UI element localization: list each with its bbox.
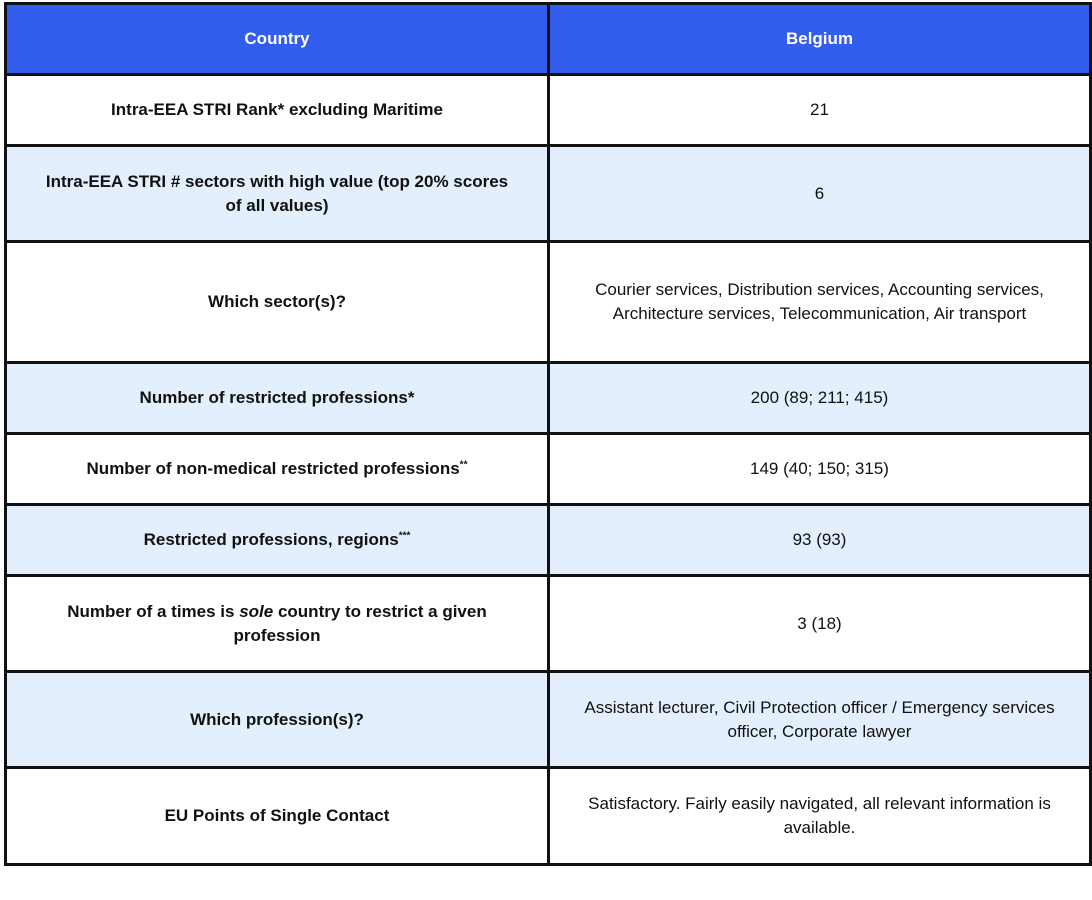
row-value-stri-rank: 21	[549, 75, 1091, 146]
row-label-high-value-sectors: Intra-EEA STRI # sectors with high value (top 20% scores of all values)	[6, 146, 549, 242]
row-value-high-value-sectors: 6	[549, 146, 1091, 242]
row-value-non-medical: 149 (40; 150; 315)	[549, 434, 1091, 505]
row-label-sole-emphasis: sole	[239, 601, 274, 621]
footnote-marker: **	[459, 459, 468, 471]
row-label-which-sectors: Which sector(s)?	[6, 242, 549, 363]
table-row	[6, 672, 1091, 768]
row-label-which-professions: Which profession(s)?	[6, 672, 549, 768]
stri-table	[4, 2, 1092, 866]
header-row	[6, 4, 1091, 75]
table-row	[6, 242, 1091, 363]
row-value-single-contact: Satisfactory. Fairly easily navigated, all relevant information is available.	[549, 768, 1091, 865]
row-label-single-contact: EU Points of Single Contact	[6, 768, 549, 865]
row-label-regions	[6, 505, 549, 576]
table-row	[6, 75, 1091, 146]
table-row	[6, 505, 1091, 576]
row-label-regions-text: Restricted professions, regions	[143, 530, 399, 549]
row-value-regions: 93 (93)	[549, 505, 1091, 576]
row-label-sole-prefix: Number of a times is	[67, 601, 240, 621]
header-belgium: Belgium	[549, 4, 1091, 75]
row-label-non-medical	[6, 434, 549, 505]
row-value-restricted-professions: 200 (89; 211; 415)	[549, 363, 1091, 434]
row-value-which-professions: Assistant lecturer, Civil Protection officer / Emergency services officer, Corporate lawyer	[549, 672, 1091, 768]
row-value-which-sectors: Courier services, Distribution services, Accounting services, Architecture services, Telecommunication, Air transport	[549, 242, 1091, 363]
table-row	[6, 768, 1091, 865]
table-row	[6, 576, 1091, 672]
row-label-stri-rank: Intra-EEA STRI Rank* excluding Maritime	[6, 75, 549, 146]
table-row	[6, 434, 1091, 505]
footnote-marker: ***	[398, 530, 411, 542]
row-label-sole-suffix: country to restrict a given profession	[233, 601, 487, 645]
table-row	[6, 146, 1091, 242]
table-row	[6, 363, 1091, 434]
row-label-non-medical-text: Number of non-medical restricted professions	[86, 459, 460, 478]
row-label-sole-country	[6, 576, 549, 672]
row-label-restricted-professions: Number of restricted professions*	[6, 363, 549, 434]
row-value-sole-country: 3 (18)	[549, 576, 1091, 672]
header-country: Country	[6, 4, 549, 75]
